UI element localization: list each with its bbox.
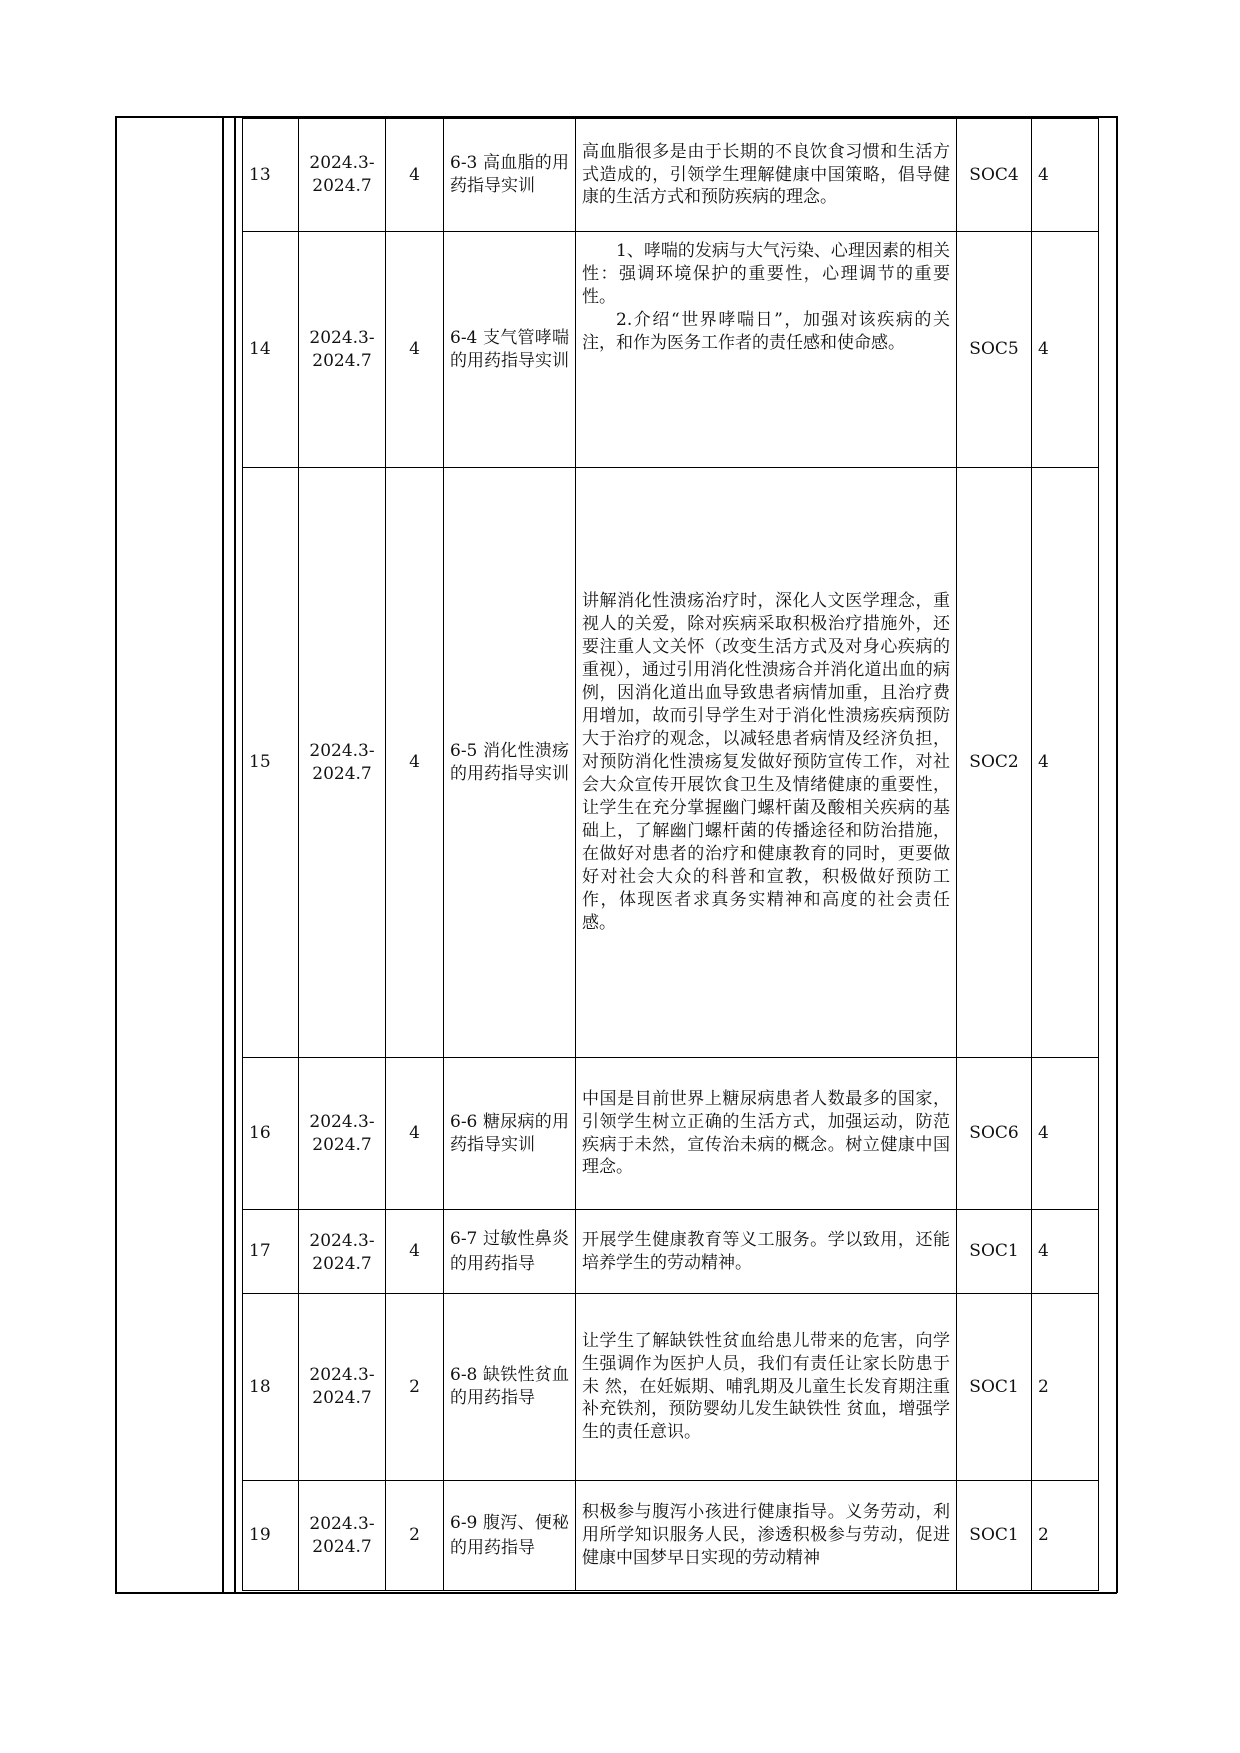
date-range [299, 1058, 386, 1210]
date-range [299, 1294, 386, 1481]
content-paragraph: 2.介绍“世界哮喘日”，加强对该疾病的关注，和作为医务工作者的责任感和使命感。 [582, 309, 950, 353]
score: 4 [1032, 232, 1099, 468]
topic: 6-8 缺铁性贫血的用药指导 [444, 1294, 576, 1481]
topic: 6-6 糖尿病的用药指导实训 [444, 1058, 576, 1210]
content [576, 232, 957, 468]
left-column-divider-1 [222, 116, 224, 1593]
score: 4 [1032, 1058, 1099, 1210]
table-row [243, 119, 1099, 232]
date-range [299, 468, 386, 1058]
table-row [243, 468, 1099, 1058]
date-start: 2024.3- [309, 740, 375, 761]
date-range [299, 232, 386, 468]
table-row [243, 1058, 1099, 1210]
hours: 4 [386, 232, 444, 468]
soc-code: SOC1 [957, 1294, 1032, 1481]
topic: 6-4 支气管哮喘的用药指导实训 [444, 232, 576, 468]
date-start: 2024.3- [309, 1513, 375, 1534]
left-column-divider-2 [234, 116, 236, 1593]
row-number: 16 [243, 1058, 299, 1210]
date-end: 2024.7 [312, 350, 372, 371]
date-end: 2024.7 [312, 1536, 372, 1557]
hours: 4 [386, 1058, 444, 1210]
table-row [243, 232, 1099, 468]
row-number: 17 [243, 1210, 299, 1294]
date-end: 2024.7 [312, 1253, 372, 1274]
content-paragraph: 开展学生健康教育等义工服务。学以致用，还能培养学生的劳动精神。 [582, 1229, 950, 1273]
hours: 2 [386, 1481, 444, 1591]
topic: 6-5 消化性溃疡的用药指导实训 [444, 468, 576, 1058]
topic: 6-7 过敏性鼻炎的用药指导 [444, 1210, 576, 1294]
soc-code: SOC2 [957, 468, 1032, 1058]
score: 2 [1032, 1294, 1099, 1481]
table-row [243, 1210, 1099, 1294]
content [576, 1058, 957, 1210]
content [576, 1210, 957, 1294]
score: 2 [1032, 1481, 1099, 1591]
date-start: 2024.3- [309, 153, 375, 174]
soc-code: SOC6 [957, 1058, 1032, 1210]
date-end: 2024.7 [312, 1134, 372, 1155]
topic: 6-3 高血脂的用药指导实训 [444, 119, 576, 232]
row-number: 15 [243, 468, 299, 1058]
table-row [243, 1481, 1099, 1591]
date-range [299, 1210, 386, 1294]
content [576, 468, 957, 1058]
content-paragraph: 讲解消化性溃疡治疗时，深化人文医学理念，重视人的关爱，除对疾病采取积极治疗措施外，还要注重人文关怀（改变生活方式及对身心疾病的重视），通过引用消化性溃疡合并消化道出血的病例，因消化道出血导致患者病情加重，且治疗费用增加，故而引导学生对于消化性溃疡疾病预防大于治疗的观念，以减轻患者病情及经济负担，对预防消化性溃疡复发做好预防宣传工作，对社会大众宣传开展饮食卫生及情绪健康的重要性，让学生在充分掌握幽门螺杆菌及酸相关疾病的基础上，了解幽门螺杆菌的传播途径和防治措施，在做好对患者的治疗和健康教育的同时，更要做好对社会大众的科普和宣教，积极做好预防工作，体现医者求真务实精神和高度的社会责任感。 [582, 591, 950, 933]
soc-code: SOC1 [957, 1210, 1032, 1294]
soc-code: SOC5 [957, 232, 1032, 468]
date-start: 2024.3- [309, 1230, 375, 1251]
score: 4 [1032, 119, 1099, 232]
content [576, 1294, 957, 1481]
date-end: 2024.7 [312, 763, 372, 784]
table-row [243, 1294, 1099, 1481]
outer-frame-right-line [1116, 116, 1118, 1593]
content [576, 119, 957, 232]
soc-code: SOC1 [957, 1481, 1032, 1591]
row-number: 13 [243, 119, 299, 232]
score: 4 [1032, 1210, 1099, 1294]
content-paragraph: 积极参与腹泻小孩进行健康指导。义务劳动，利用所学知识服务人民，渗透积极参与劳动，促进健康中国梦早日实现的劳动精神 [582, 1502, 950, 1568]
row-number: 14 [243, 232, 299, 468]
course-schedule-table [242, 118, 1099, 1591]
content-paragraph: 让学生了解缺铁性贫血给患儿带来的危害，向学生强调作为医护人员，我们有责任让家长防患于未 然，在妊娠期、哺乳期及儿童生长发育期注重补充铁剂，预防婴幼儿发生缺铁性 贫血，增强学生的责任意识。 [582, 1330, 950, 1443]
date-start: 2024.3- [309, 1111, 375, 1132]
date-end: 2024.7 [312, 1388, 372, 1408]
date-start: 2024.3- [309, 327, 375, 348]
date-range [299, 1481, 386, 1591]
hours: 4 [386, 119, 444, 232]
content-paragraph: 1、哮喘的发病与大气污染、心理因素的相关性：强调环境保护的重要性，心理调节的重要性。 [582, 241, 950, 307]
hours: 4 [386, 1210, 444, 1294]
outer-frame-left-line [115, 116, 117, 1593]
date-range [299, 119, 386, 232]
outer-frame-bottom-line [115, 1592, 1117, 1594]
row-number: 19 [243, 1481, 299, 1591]
soc-code: SOC4 [957, 119, 1032, 232]
content [576, 1481, 957, 1591]
date-end: 2024.7 [312, 176, 372, 196]
topic: 6-9 腹泻、便秘的用药指导 [444, 1481, 576, 1591]
row-number: 18 [243, 1294, 299, 1481]
hours: 2 [386, 1294, 444, 1481]
hours: 4 [386, 468, 444, 1058]
date-start: 2024.3- [309, 1365, 375, 1386]
score: 4 [1032, 468, 1099, 1058]
content-paragraph: 高血脂很多是由于长期的不良饮食习惯和生活方式造成的，引领学生理解健康中国策略，倡导健康的生活方式和预防疾病的理念。 [582, 141, 950, 208]
content-paragraph: 中国是目前世界上糖尿病患者人数最多的国家，引领学生树立正确的生活方式，加强运动，防范疾病于未然，宣传治未病的概念。树立健康中国理念。 [582, 1088, 950, 1178]
